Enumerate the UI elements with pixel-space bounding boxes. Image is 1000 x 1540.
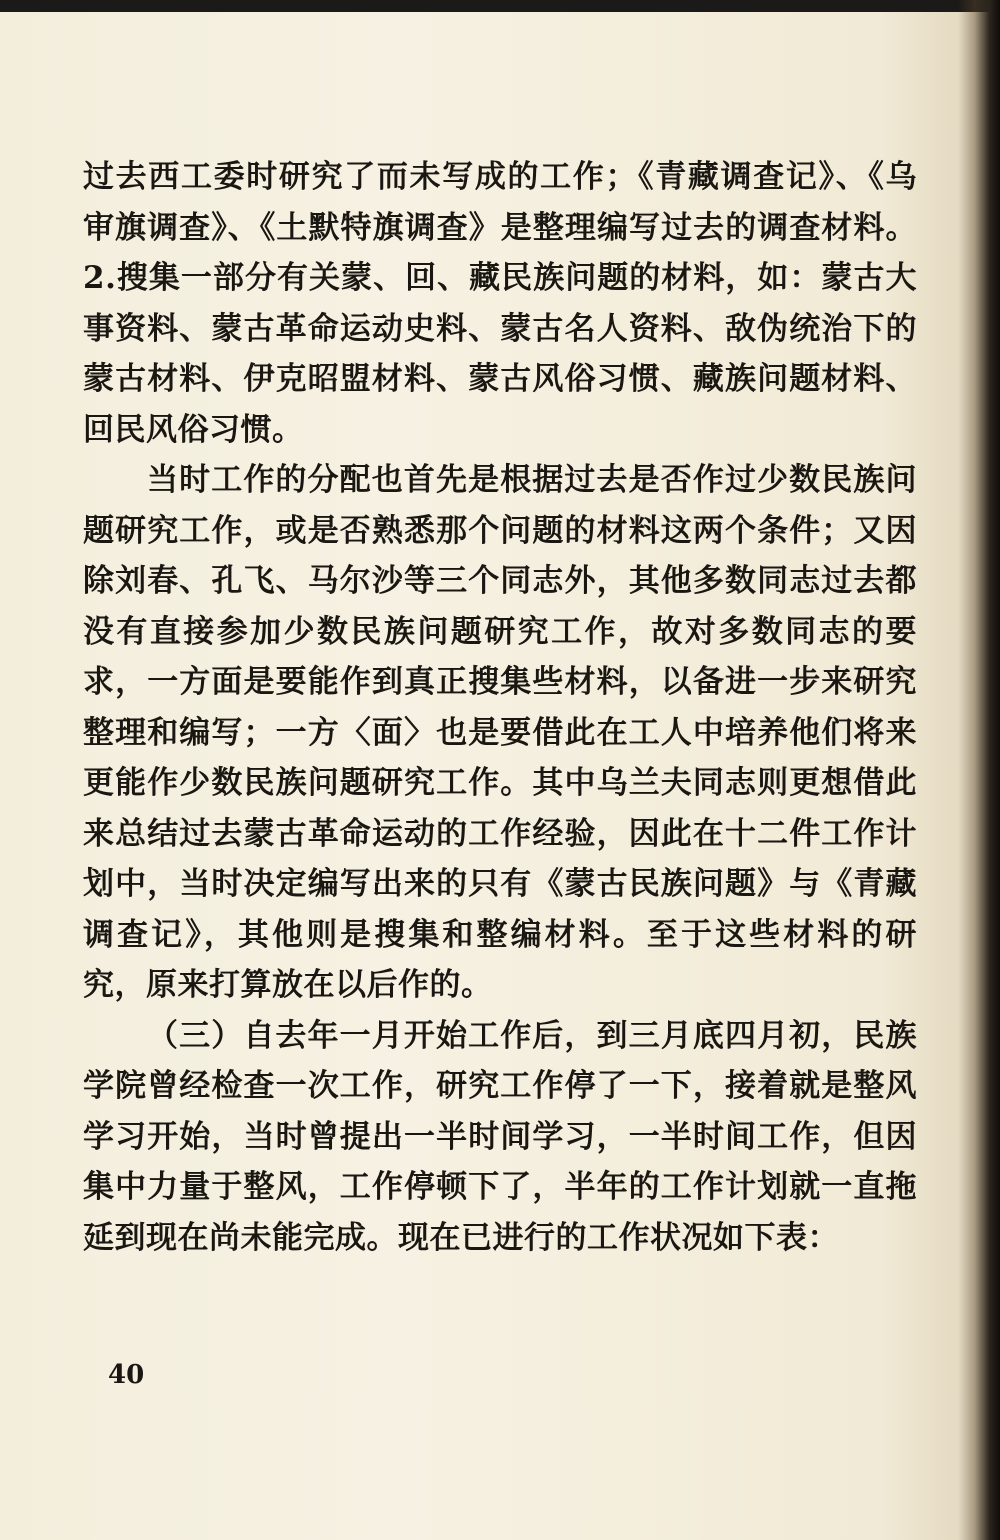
paragraph-continued: 过去西工委时研究了而未写成的工作；《青藏调查记》、《乌审旗调查》、《土默特旗调查》是整理编写过去的调查材料。2.搜集一部分有关蒙、回、藏民族问题的材料，如：蒙古大事资料、蒙古革命运动史料、蒙古名人资料、敌伪统治下的蒙古材料、伊克昭盟材料、蒙古风俗习惯、藏族问题材料、回民风俗习惯。: [83, 159, 917, 448]
book-spine-shadow: [958, 0, 1000, 1540]
paragraph-work-allocation: 当时工作的分配也首先是根据过去是否作过少数民族问题研究工作，或是否熟悉那个问题的材料这两个条件；又因除刘春、孔飞、马尔沙等三个同志外，其他多数同志过去都没有直接参加少数民族问题研究工作，故对多数同志的要求，一方面是要能作到真正搜集些材料，以备进一步来研究整理和编写；一方〈面〉也是要借此在工人中培养他们将来更能作少数民族问题研究工作。其中乌兰夫同志则更想借此来总结过去蒙古革命运动的工作经验，因此在十二件工作计划中，当时决定编写出来的只有《蒙古民族问题》与《青藏调查记》，其他则是搜集和整编材料。至于这些材料的研究，原来打算放在以后作的。: [83, 462, 917, 1003]
body-text: [83, 152, 917, 1263]
paragraph-section-three: （三）自去年一月开始工作后，到三月底四月初，民族学院曾经检查一次工作，研究工作停了一下，接着就是整风学习开始，当时曾提出一半时间学习，一半时间工作，但因集中力量于整风，工作停顿下了，半年的工作计划就一直拖延到现在尚未能完成。现在已进行的工作状况如下表：: [83, 1017, 917, 1256]
page-number: 40: [108, 1360, 145, 1390]
page-top-edge: [0, 0, 1000, 12]
